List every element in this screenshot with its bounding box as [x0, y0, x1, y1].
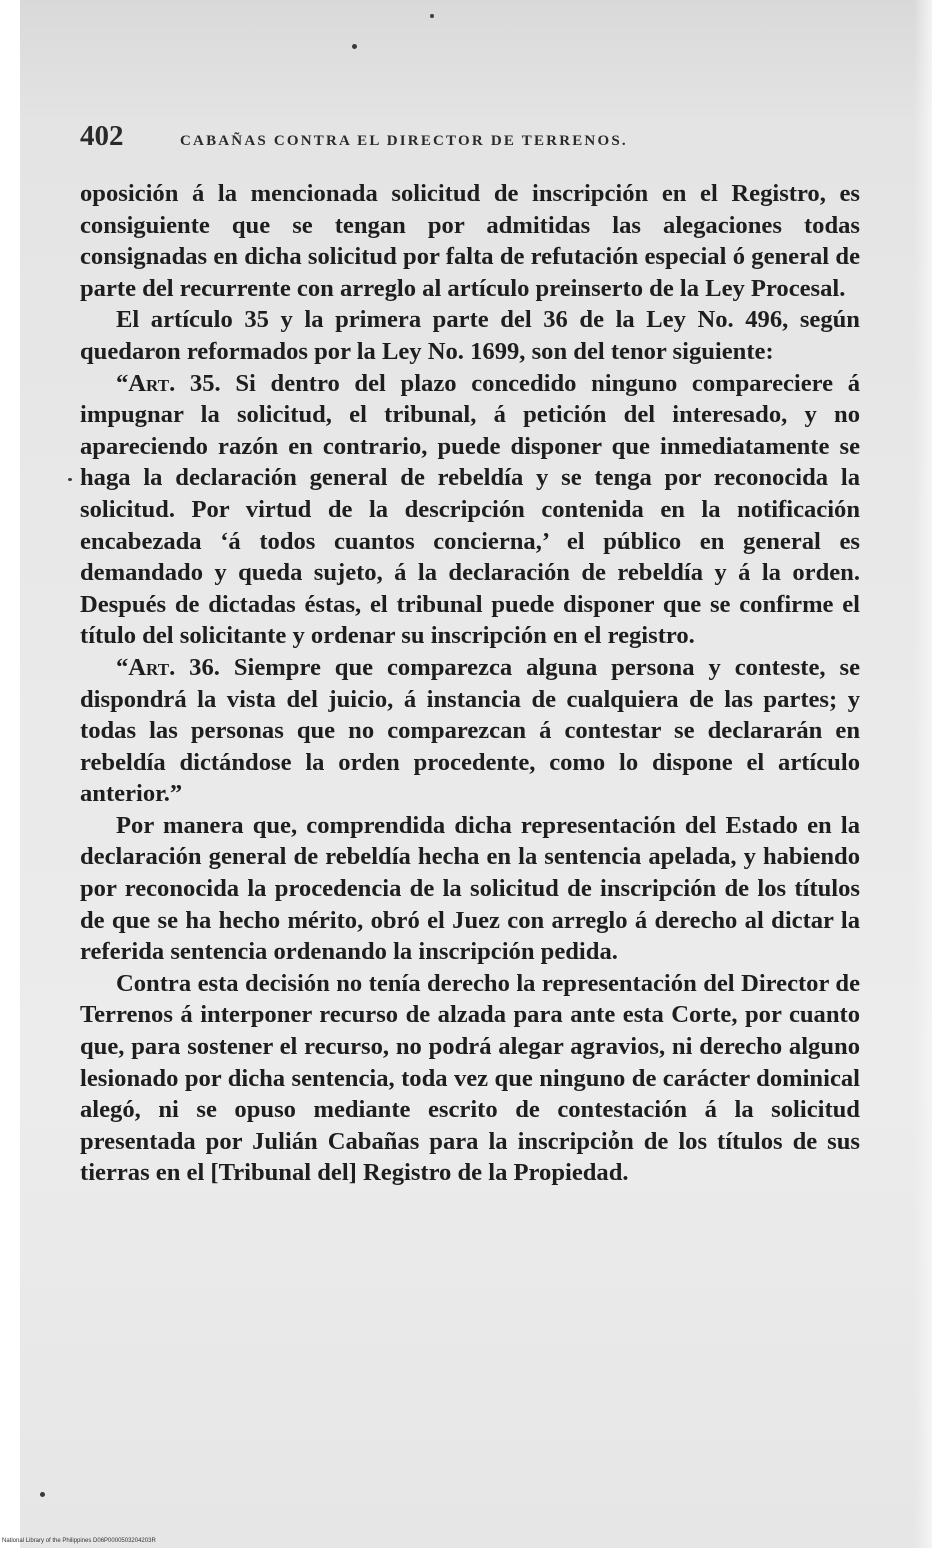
paragraph: El artículo 35 y la primera parte del 36 de la Ley No. 496, según quedaron reformados por la Ley No. 1699, son del tenor siguiente:	[80, 306, 860, 365]
paragraph: oposición á la mencionada solicitud de inscripción en el Registro, es consiguiente que se tengan por admitidas las alegaciones todas consignadas en dicha solicitud por falta de refutación especial ó general de parte del recurrente con arreglo al artículo preinserto de la Ley Procesal.	[80, 180, 860, 302]
page-number: 402	[80, 120, 124, 152]
paragraph: Por manera que, comprendida dicha representación del Estado en la declaración general de rebeldía hecha en la sentencia apelada, y habiendo por reconocida la procedencia de la solicitud de inscripción de los títulos de que se ha hecho mérito, obró el Juez con arreglo á derecho al dictar la referida sentencia ordenando la inscripción pedida.	[80, 811, 860, 966]
quoted-article-36	[80, 652, 860, 810]
ink-speck	[68, 478, 72, 481]
scan-credit: National Library of the Philippines D06P0000503204203R	[2, 1538, 156, 1544]
ink-speck	[40, 1492, 45, 1497]
quoted-article-35	[80, 368, 860, 652]
paragraph: Contra esta decisión no tenía derecho la representación del Director de Terrenos á interponer recurso de alzada para ante esta Corte, por cuanto que, para sostener el recurso, no podrá alegar agravios, ni derecho alguno lesionado por dicha sentencia, toda vez que ninguno de carácter dominical alegó, ni se opuso mediante escrito de contestación á la solicitud presentada por Julián Cabañas para la inscripción de los títulos de sus tierras en el [Tribunal del] Registro de la Propiedad.	[80, 969, 860, 1187]
running-head: CABAÑAS CONTRA EL DIRECTOR DE TERRENOS.	[180, 133, 628, 149]
page-header	[80, 120, 860, 160]
body-text	[80, 178, 860, 1189]
article-label: “Art. 35.	[116, 369, 221, 397]
book-page	[80, 120, 860, 1189]
article-text: Siempre que comparezca alguna persona y conteste, se dispondrá la vista del juicio, á instancia de cualquiera de las partes; y todas las personas que no comparezcan á contestar se declararán en rebeldía dictándose la orden procedente, como lo dispone el artículo anterior.”	[80, 653, 860, 808]
ink-speck	[352, 44, 357, 49]
page-edge-shadow	[914, 0, 932, 1548]
ink-speck	[430, 14, 434, 18]
article-label: “Art. 36.	[116, 653, 220, 681]
article-text: Si dentro del plazo concedido ninguno compareciere á impugnar la solicitud, el tribunal, á petición del interesado, y no apareciendo razón en contrario, puede disponer que inmediatamente se haga la declaración general de rebeldía y se tenga por reconocida la solicitud. Por virtud de la descripción contenida en la notificación encabezada ‘á todos cuantos concierna,’ el público en general es demandado y queda sujeto, á la declaración de rebeldía y á la orden. Después de dictadas éstas, el tribunal puede disponer que se confirme el título del solicitante y ordenar su inscripción en el registro.	[80, 369, 861, 650]
